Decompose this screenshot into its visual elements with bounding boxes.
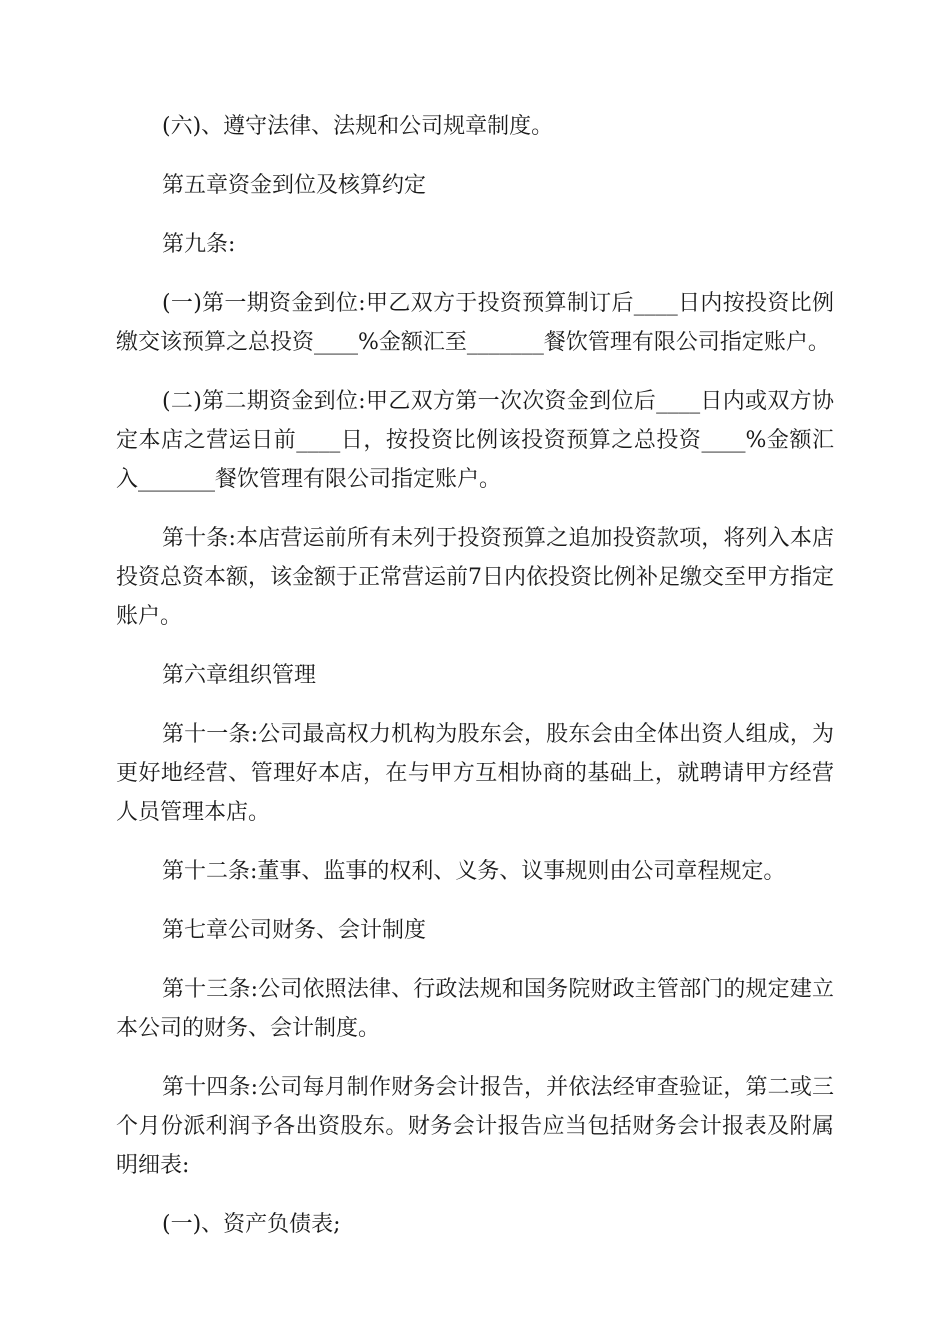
article-14: 第十四条:公司每月制作财务会计报告，并依法经审查验证，第二或三个月份派利润予各出资股东。财务会计报告应当包括财务会计报表及附属明细表: (116, 1075, 834, 1178)
article-10: 第十条:本店营运前所有未列于投资预算之追加投资款项，将列入本店投资总资本额，该金额于正常营运前7日内依投资比例补足缴交至甲方指定账户。 (116, 526, 834, 629)
article-9-item-1: (一)第一期资金到位:甲乙双方于投资预算制订后____日内按投资比例缴交该预算之总投资____%金额汇至_______餐饮管理有限公司指定账户。 (116, 291, 834, 355)
article-11: 第十一条:公司最高权力机构为股东会，股东会由全体出资人组成，为更好地经营、管理好本店，在与甲方互相协商的基础上，就聘请甲方经营人员管理本店。 (116, 722, 834, 825)
article-9-item-2: (二)第二期资金到位:甲乙双方第一次次资金到位后____日内或双方协定本店之营运日前____日，按投资比例该投资预算之总投资____%金额汇入_______餐饮管理有限公司指定账户。 (116, 389, 834, 492)
paragraph-clause-6: (六)、遵守法律、法规和公司规章制度。 (162, 114, 554, 139)
chapter-5-heading: 第五章资金到位及核算约定 (162, 173, 427, 198)
article-9-title: 第九条: (162, 232, 236, 257)
document-body (116, 107, 834, 1264)
chapter-7-heading: 第七章公司财务、会计制度 (162, 918, 427, 943)
article-14-item-1: (一)、资产负债表; (162, 1212, 341, 1237)
article-13: 第十三条:公司依照法律、行政法规和国务院财政主管部门的规定建立本公司的财务、会计制度。 (116, 977, 834, 1041)
chapter-6-heading: 第六章组织管理 (162, 663, 317, 688)
article-12: 第十二条:董事、监事的权利、义务、议事规则由公司章程规定。 (162, 859, 786, 884)
